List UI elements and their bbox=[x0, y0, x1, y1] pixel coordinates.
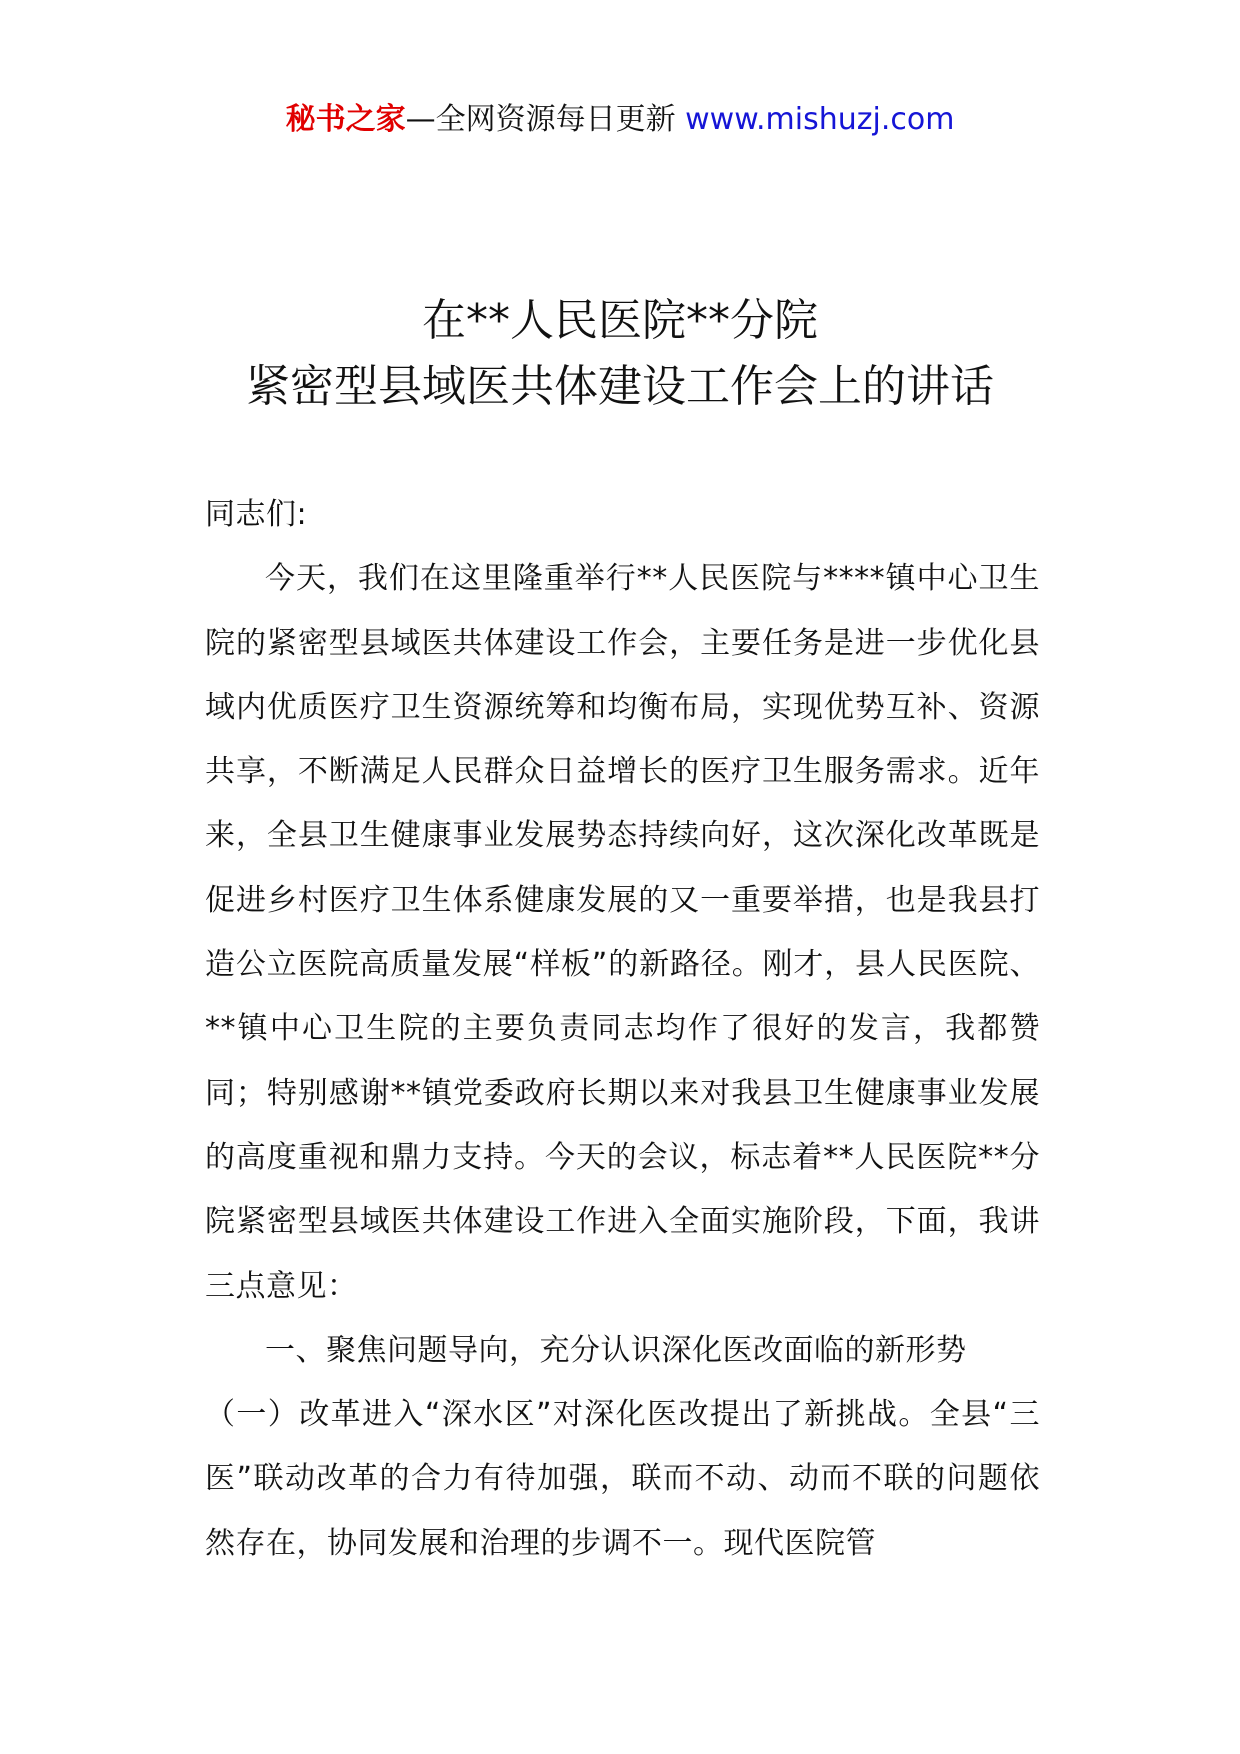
salutation: 同志们: bbox=[205, 497, 308, 532]
paragraph-intro: 今天，我们在这里隆重举行**人民医院与****镇中心卫生院的紧密型县域医共体建设工作会，主要任务是进一步优化县域内优质医疗卫生资源统筹和均衡布局，实现优势互补、资源共享，不断满足人民群众日益增长的医疗卫生服务需求。近年来，全县卫生健康事业发展势态持续向好，这次深化改革既是促进乡村医疗卫生体系健康发展的又一重要举措，也是我县打造公立医院高质量发展“样板”的新路径。刚才，县人民医院、**镇中心卫生院的主要负责同志均作了很好的发言，我都赞同；特别感谢**镇党委政府长期以来对我县卫生健康事业发展的高度重视和鼎力支持。今天的会议，标志着**人民医院**分院紧密型县域医共体建设工作进入全面实施阶段，下面，我讲三点意见： bbox=[205, 561, 1040, 1304]
title-line-1: 在**人民医院**分院 bbox=[422, 295, 818, 346]
section-heading-1: 一、聚焦问题导向，充分认识深化医改面临的新形势 bbox=[265, 1332, 967, 1368]
title-line-2: 紧密型县域医共体建设工作会上的讲话 bbox=[246, 361, 994, 412]
site-brand: 秘书之家 bbox=[285, 102, 406, 137]
document-body bbox=[205, 483, 1040, 1576]
document-title bbox=[0, 288, 1240, 420]
site-url-link[interactable]: www.mishuzj.com bbox=[685, 102, 955, 137]
paragraph-section-1-1: （一）改革进入“深水区”对深化医改提出了新挑战。全县“三医”联动改革的合力有待加强，联而不动、动而不联的问题依然存在，协同发展和治理的步调不一。现代医院管 bbox=[205, 1397, 1040, 1561]
site-tagline: —全网资源每日更新 bbox=[405, 102, 676, 137]
site-header bbox=[0, 100, 1240, 140]
